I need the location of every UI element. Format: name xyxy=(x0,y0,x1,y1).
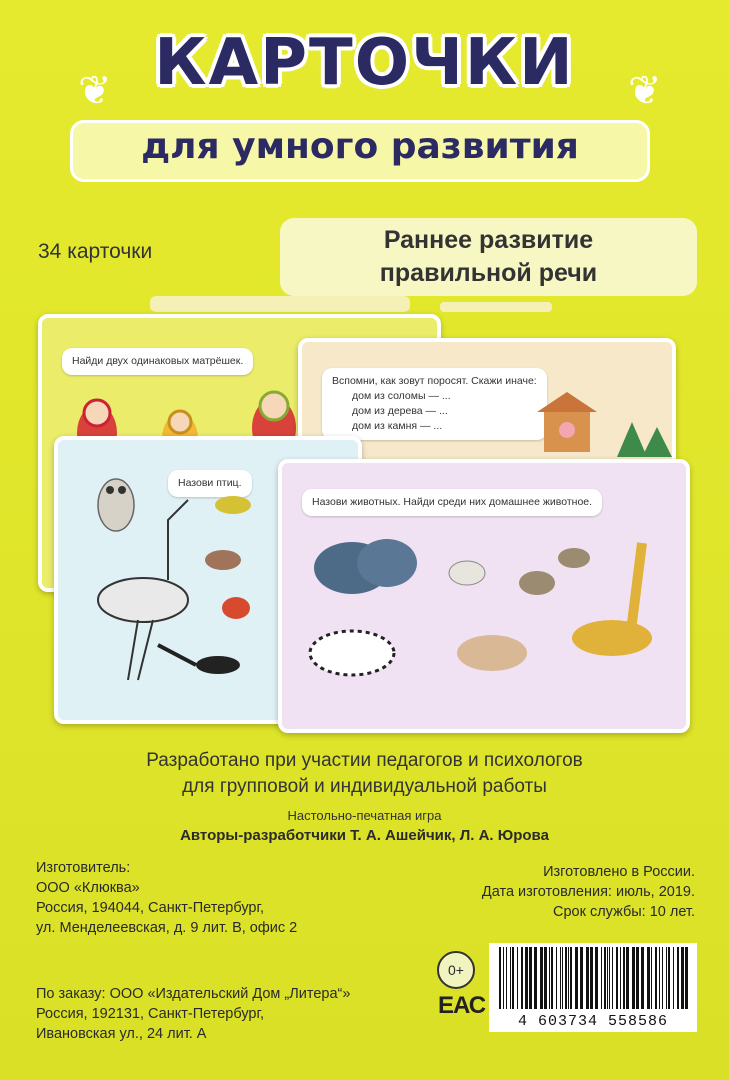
card-prompt xyxy=(322,368,547,440)
goat-icon xyxy=(457,635,527,671)
order-line: Россия, 192131, Санкт-Петербург, xyxy=(36,1006,265,1022)
songbird-icon xyxy=(215,496,251,514)
page-title: КАРТОЧКИ xyxy=(154,26,575,100)
card-prompt-line: дом из соломы — ... xyxy=(352,390,451,402)
series-title xyxy=(280,224,697,290)
bullfinch-icon xyxy=(222,597,250,619)
card-animals xyxy=(278,459,690,733)
production-date: Дата изготовления: июль, 2019. xyxy=(481,884,695,900)
card-prompt-line: дом из камня — ... xyxy=(352,420,443,432)
order-line: Ивановская ул., 24 лит. А xyxy=(36,1026,207,1042)
card-prompt: Назови птиц. xyxy=(168,470,252,497)
barcode-number: 4 603734 558586 xyxy=(517,1013,669,1030)
magpie-icon xyxy=(158,645,240,674)
owl-icon xyxy=(98,479,134,531)
card-count: 34 карточки xyxy=(38,240,153,263)
page-subtitle: для умного развития xyxy=(141,126,579,167)
walrus-icon xyxy=(314,539,417,594)
swirl-decoration-icon: ❦ xyxy=(78,68,112,114)
production-info xyxy=(482,862,695,922)
card-stack-edge xyxy=(440,302,552,312)
sparrow-icon xyxy=(205,550,241,570)
manufacturer-info xyxy=(36,858,297,938)
card-prompt-text: Вспомни, как зовут поросят. Скажи иначе: xyxy=(332,375,537,387)
production-country: Изготовлено в России. xyxy=(543,864,695,880)
card-prompt: Назови животных. Найди среди них домашнее животное. xyxy=(302,489,602,516)
hedgehog-icon xyxy=(519,548,590,595)
development-line-2: для групповой и индивидуальной работы xyxy=(182,776,547,797)
manufacturer-address: ул. Менделеевская, д. 9 лит. В, офис 2 xyxy=(36,920,298,936)
development-note xyxy=(0,748,729,800)
zebra-icon xyxy=(310,631,394,675)
game-type: Настольно-печатная игра xyxy=(287,808,442,823)
eac-mark: ЕАС xyxy=(438,992,486,1019)
service-life: Срок службы: 10 лет. xyxy=(552,904,695,920)
card-stack-edge xyxy=(150,296,410,312)
authors: Авторы-разработчики Т. А. Ашейчик, Л. А. Юрова xyxy=(180,827,549,844)
series-line-1: Раннее развитие xyxy=(383,226,594,254)
manufacturer-label: Изготовитель: xyxy=(36,860,131,876)
card-prompt: Найди двух одинаковых матрёшек. xyxy=(62,348,253,375)
house-icon xyxy=(537,392,597,452)
card-prompt-line: дом из дерева — ... xyxy=(352,405,448,417)
order-info xyxy=(36,984,350,1044)
hare-icon xyxy=(449,561,485,585)
barcode-bars xyxy=(489,943,697,1013)
manufacturer-address: Россия, 194044, Санкт-Петербург, xyxy=(36,900,265,916)
swirl-decoration-icon: ❦ xyxy=(628,68,662,114)
order-line: По заказу: ООО «Издательский Дом „Литера“» xyxy=(36,986,351,1002)
development-line-1: Разработано при участии педагогов и психологов xyxy=(146,750,583,771)
tree-icon xyxy=(617,422,672,457)
manufacturer-name: ООО «Клюква» xyxy=(36,880,140,896)
age-rating-badge: 0+ xyxy=(437,951,475,989)
animals-illustration xyxy=(282,523,686,723)
series-line-2: правильной речи xyxy=(379,259,598,287)
